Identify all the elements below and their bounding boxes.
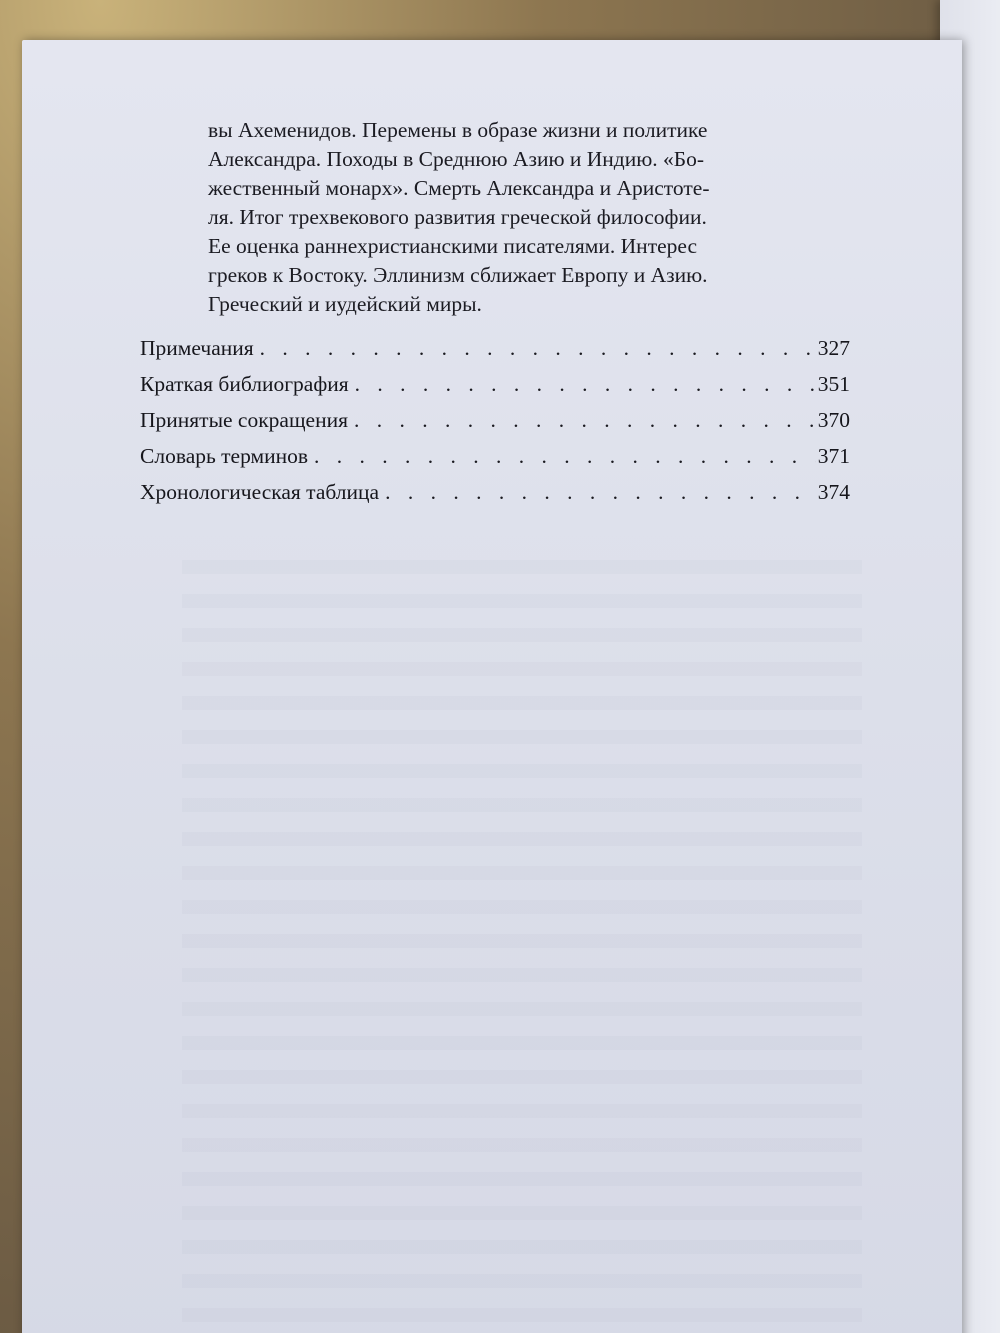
paragraph-line: Греческий и иудейский миры. [208, 292, 482, 316]
dot-leader [314, 444, 816, 469]
paragraph-line: греков к Востоку. Эллинизм сближает Европу и Азию. [208, 263, 708, 287]
dot-leader [355, 372, 816, 397]
toc-entry-title: Словарь терминов [140, 444, 309, 468]
show-through-text [182, 560, 862, 1333]
paragraph-line: ля. Итог трехвекового развития греческой философии. [208, 205, 707, 229]
toc-entry-page: 351 [817, 372, 850, 396]
toc-entry-title: Хронологическая таблица [140, 480, 380, 504]
dot-leader [354, 408, 816, 433]
paragraph-line: жественный монарх». Смерть Александра и Аристоте- [208, 176, 710, 200]
toc-entry-chronology [140, 480, 850, 516]
toc-entry-page: 371 [817, 444, 850, 468]
dot-leader [260, 336, 816, 361]
toc-entry-title: Краткая библиография [140, 372, 349, 396]
paragraph-line: вы Ахеменидов. Перемены в образе жизни и политике [208, 118, 708, 142]
toc-entry-abbreviations [140, 408, 850, 444]
paragraph-line: Александра. Походы в Среднюю Азию и Индию. «Бо- [208, 147, 705, 171]
toc-entry-bibliography [140, 372, 850, 408]
toc-entry-page: 370 [817, 408, 850, 432]
toc-entry-glossary [140, 444, 850, 480]
paragraph-line: Ее оценка раннехристианскими писателями. Интерес [208, 234, 697, 258]
toc-entry-title: Принятые сокращения [140, 408, 348, 432]
chapter-description [208, 116, 828, 319]
toc-entry-notes [140, 336, 850, 372]
table-of-contents [140, 336, 850, 516]
toc-entry-page: 327 [817, 336, 850, 360]
toc-entry-page: 374 [817, 480, 850, 504]
toc-entry-title: Примечания [140, 336, 254, 360]
dot-leader [385, 480, 816, 505]
